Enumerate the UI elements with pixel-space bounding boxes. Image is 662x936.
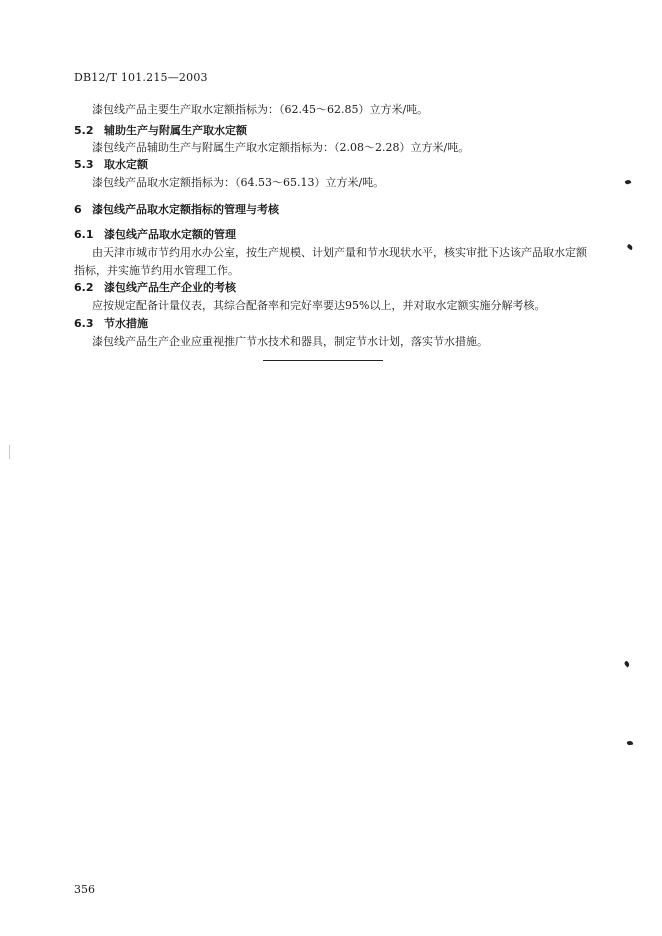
section-6-1-text-line1: 由天津市城市节约用水办公室，按生产规模、计划产量和节水现状水平，核实审批下达该产品取水定额 [92,246,587,259]
section-6-2-title: 漆包线产品生产企业的考核 [104,281,236,294]
scan-speck [624,179,631,185]
section-5-3-number: 5.3 [74,158,94,171]
section-5-3-title: 取水定额 [104,158,148,171]
section-6-1-title: 漆包线产品取水定额的管理 [104,228,236,241]
scan-speck [627,741,634,746]
section-6-3-title: 节水措施 [104,317,148,330]
section-5-3-text: 漆包线产品取水定额指标为：（64.53～65.13）立方米/吨。 [92,176,385,189]
end-divider-line [263,360,383,361]
scan-speck [624,660,631,667]
section-6-title: 漆包线产品取水定额指标的管理与考核 [92,203,279,216]
section-6-3-text: 漆包线产品生产企业应重视推广节水技术和器具，制定节水计划，落实节水措施。 [92,335,488,348]
page-number: 356 [74,883,95,896]
section-6-3-number: 6.3 [74,317,94,330]
section-6-2-number: 6.2 [74,281,94,294]
section-6-1-text-line2: 指标，并实施节约用水管理工作。 [74,264,239,277]
section-6-number: 6 [74,203,82,216]
standard-code-header: DB12/T 101.215—2003 [74,71,208,84]
section-5-2-text: 漆包线产品辅助生产与附属生产取水定额指标为：（2.08～2.28）立方米/吨。 [92,141,470,154]
section-5-2-number: 5.2 [74,124,94,137]
scan-speck [626,244,633,251]
section-6-2-text: 应按规定配备计量仪表，其综合配备率和完好率要达95%以上，并对取水定额实施分解考核。 [92,299,546,312]
section-6-1-number: 6.1 [74,228,94,241]
section-5-1-text: 漆包线产品主要生产取水定额指标为：（62.45～62.85）立方米/吨。 [92,103,429,116]
section-5-2-title: 辅助生产与附属生产取水定额 [104,124,247,137]
scan-mark [9,445,10,459]
